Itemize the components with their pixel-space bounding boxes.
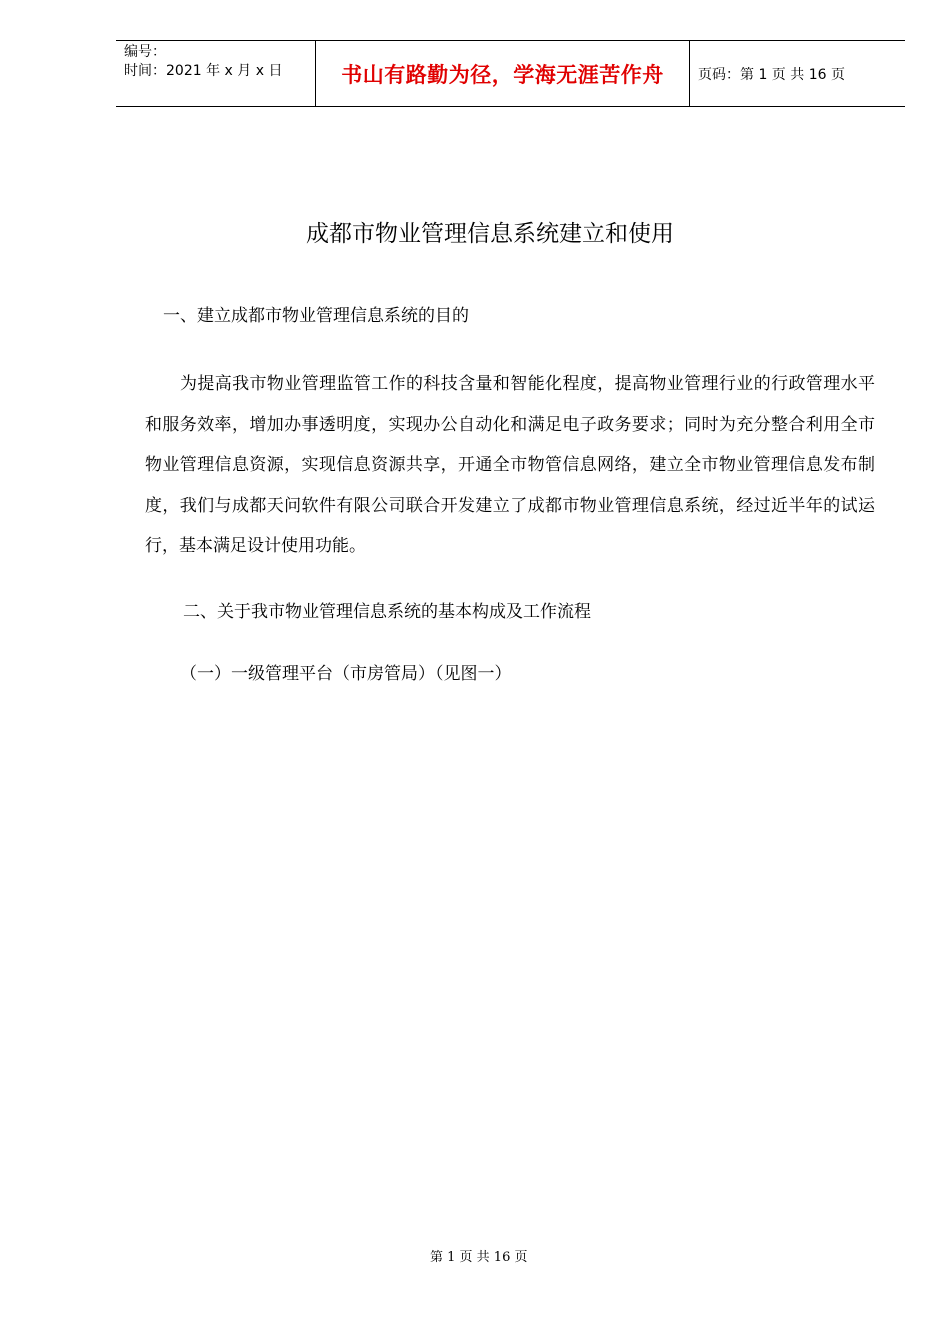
header-page-info: 页码：第 1 页 共 16 页: [698, 66, 845, 83]
document-header: [116, 40, 905, 107]
subsection-1-heading: （一）一级管理平台（市房管局）（见图一）: [180, 664, 512, 684]
number-label: 编号：: [124, 44, 166, 60]
section-2-heading: 二、关于我市物业管理信息系统的基本构成及工作流程: [183, 602, 591, 622]
header-meta-cell: [116, 41, 316, 106]
section-1-heading: 一、建立成都市物业管理信息系统的目的: [163, 306, 469, 326]
section-1-paragraph: 为提高我市物业管理监管工作的科技含量和智能化程度，提高物业管理行业的行政管理水平和服务效率，增加办事透明度，实现办公自动化和满足电子政务要求；同时为充分整合利用全市物业管理信息资源，实现信息资源共享，开通全市物管信息网络，建立全市物业管理信息发布制度，我们与成都天问软件有限公司联合开发建立了成都市物业管理信息系统，经过近半年的试运行，基本满足设计使用功能。: [145, 374, 875, 556]
document-title: 成都市物业管理信息系统建立和使用: [306, 221, 674, 247]
header-motto: 书山有路勤为径，学海无涯苦作舟: [316, 41, 690, 106]
time-label: 时间：2021 年 x 月 x 日: [124, 63, 283, 79]
page-footer: 第 1 页 共 16 页: [430, 1250, 528, 1265]
